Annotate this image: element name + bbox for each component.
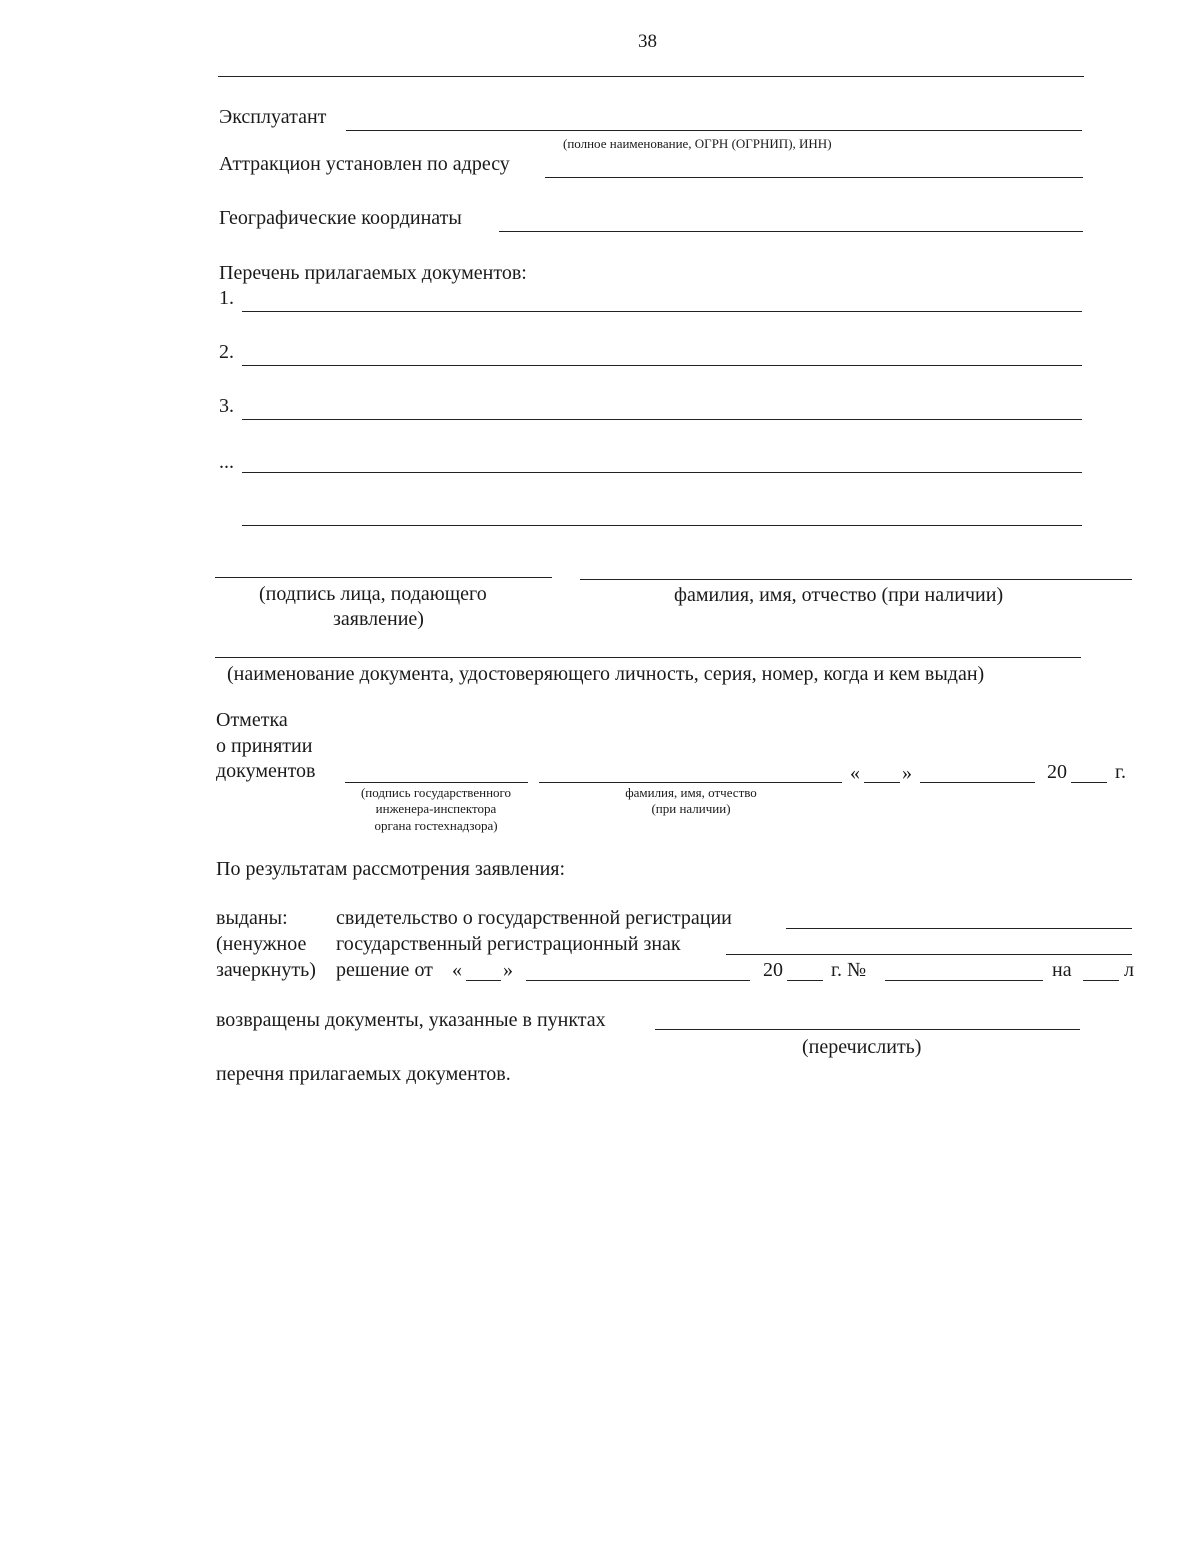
acceptance-quote-open: « [850, 762, 860, 784]
coordinates-label: Географические координаты [219, 207, 462, 229]
documents-list-extra-field[interactable] [242, 525, 1082, 526]
documents-list-item-field[interactable] [242, 472, 1082, 473]
decision-pages-field[interactable] [1083, 980, 1119, 981]
inspector-name-hint: (при наличии) [651, 801, 731, 816]
returned-label: возвращены документы, указанные в пунктах [216, 1009, 606, 1031]
acceptance-month-field[interactable] [920, 782, 1035, 783]
decision-year-prefix: 20 [763, 959, 783, 981]
decision-month-field[interactable] [526, 980, 750, 981]
returned-tail: перечня прилагаемых документов. [216, 1063, 511, 1085]
inspector-signature-hint: инженера-инспектора [375, 801, 497, 816]
decision-on-label: на [1052, 959, 1072, 981]
decision-number-field[interactable] [885, 980, 1043, 981]
inspector-signature-field[interactable] [345, 782, 528, 783]
applicant-signature-hint: (подпись лица, подающего [259, 583, 487, 605]
identity-document-hint: (наименование документа, удостоверяющего личность, серия, номер, когда и кем выдан) [227, 663, 985, 685]
decision-quote-close: » [503, 959, 513, 981]
decision-year-field[interactable] [787, 980, 823, 981]
inspector-name-hint: фамилия, имя, отчество [625, 785, 757, 800]
documents-list-item-field[interactable] [242, 419, 1082, 420]
operator-label: Эксплуатант [219, 106, 327, 128]
results-title: По результатам рассмотрения заявления: [216, 858, 566, 880]
documents-list-title: Перечень прилагаемых документов: [219, 262, 527, 284]
issued-note: (ненужное [216, 933, 307, 955]
acceptance-year-suffix: г. [1115, 761, 1126, 783]
applicant-name-field[interactable] [580, 579, 1132, 580]
acceptance-year-field[interactable] [1071, 782, 1107, 783]
documents-list-item-number: 2. [219, 341, 234, 363]
acceptance-quote-close: » [902, 762, 912, 784]
returned-hint: (перечислить) [802, 1036, 922, 1058]
applicant-name-hint: фамилия, имя, отчество (при наличии) [674, 584, 1004, 606]
address-label: Аттракцион установлен по адресу [219, 153, 510, 175]
documents-list-item-field[interactable] [242, 365, 1082, 366]
header-rule [218, 76, 1084, 77]
page-number: 38 [638, 31, 657, 52]
acceptance-label: Отметка [216, 709, 288, 731]
issued-label: выданы: [216, 907, 288, 929]
registration-sign-field[interactable] [726, 954, 1132, 955]
acceptance-day-field[interactable] [864, 782, 900, 783]
decision-trailing-mark: л [1124, 959, 1134, 981]
documents-list-item-number: 1. [219, 287, 234, 309]
inspector-signature-hint: (подпись государственного [360, 785, 512, 800]
decision-day-field[interactable] [466, 980, 501, 981]
address-field[interactable] [545, 177, 1083, 178]
registration-sign-label: государственный регистрационный знак [336, 933, 681, 955]
inspector-name-field[interactable] [539, 782, 842, 783]
identity-document-field[interactable] [215, 657, 1081, 658]
acceptance-year-prefix: 20 [1047, 761, 1067, 783]
acceptance-label: документов [216, 760, 316, 782]
applicant-signature-field[interactable] [215, 577, 552, 578]
certificate-label: свидетельство о государственной регистрации [336, 907, 732, 929]
documents-list-item-number: ... [219, 451, 234, 473]
decision-label: решение от [336, 959, 433, 981]
certificate-field[interactable] [786, 928, 1132, 929]
applicant-signature-hint: заявление) [333, 608, 424, 630]
coordinates-field[interactable] [499, 231, 1083, 232]
operator-field[interactable] [346, 130, 1082, 131]
operator-hint: (полное наименование, ОГРН (ОГРНИП), ИНН) [563, 136, 832, 151]
documents-list-item-field[interactable] [242, 311, 1082, 312]
returned-field[interactable] [655, 1029, 1080, 1030]
acceptance-label: о принятии [216, 735, 313, 757]
decision-quote-open: « [452, 959, 462, 981]
decision-number-label: г. № [831, 959, 867, 981]
inspector-signature-hint: органа гостехнадзора) [374, 818, 498, 833]
issued-note: зачеркнуть) [216, 959, 316, 981]
documents-list-item-number: 3. [219, 395, 234, 417]
